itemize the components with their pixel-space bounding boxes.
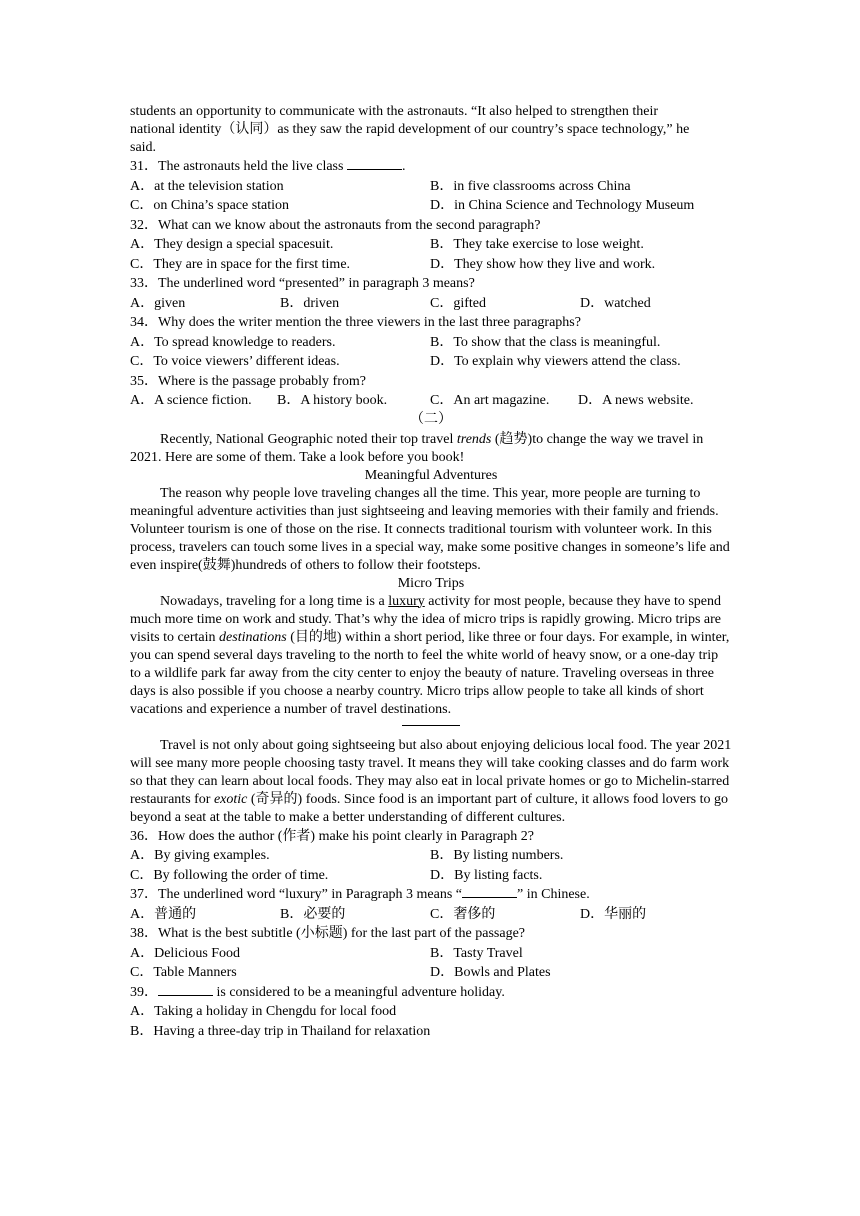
options-row xyxy=(130,177,732,197)
options-row xyxy=(130,391,732,411)
option-a: A．at the television station xyxy=(130,178,284,194)
subtitle-micro-trips: Micro Trips xyxy=(397,575,465,591)
text-line: national identity（认同）as they saw the rapid development of our country’s space technology,” he xyxy=(130,122,690,137)
options-row xyxy=(130,944,732,964)
option-d: D．A news website. xyxy=(578,393,694,408)
option-a: A．given xyxy=(130,295,186,311)
option-a: A．By giving examples. xyxy=(130,848,270,863)
question-35: 35．Where is the passage probably from? xyxy=(130,373,366,389)
option-c: C．on China’s space station xyxy=(130,198,290,213)
option-b: B．必要的 xyxy=(280,906,346,922)
option-c: C．An art magazine. xyxy=(430,393,550,408)
option-c: C．To voice viewers’ different ideas. xyxy=(130,354,340,369)
passage-intro: Recently, National Geographic noted their top travel trends (趋势)to change the way we travel in 2021. Here are some of them. Take a look before you book! xyxy=(130,431,704,465)
options-row xyxy=(130,294,732,314)
option-b: B．driven xyxy=(280,295,340,311)
paragraph-meaningful-adventures: The reason why people love traveling changes all the time. This year, more people are turning to meaningful adventure activities than just sightseeing and leaving memories with their family and friends. Volunteer tourism is one of those on the rise. It connects traditional tourism with volunteer work. In this process, travelers can touch some lives in a special way, make some positive changes in someone’s life and even inspire(鼓舞)hundreds of others to follow their footsteps. xyxy=(130,485,730,573)
options-row xyxy=(130,196,732,216)
question-31: 31．The astronauts held the live class . xyxy=(130,159,406,174)
passage-continuation xyxy=(130,103,732,157)
option-d: D．watched xyxy=(580,295,651,311)
paragraph-micro-trips: Nowadays, traveling for a long time is a luxury activity for most people, because they have to spend much more time on work and study. That’s why the idea of micro trips is rapidly growing. Micro trips are visits to certain destinations (目的地) within a short period, like three or four days. For example, in winter, you can spend several days traveling to the north to feel the white world of heavy snow, or a one-day trip to a wildlife park far away from the city center to enjoy the beauty of nature. Traveling overseas in three days is also possible if you choose a nearby country. Micro trips allow people to take all kinds of short vacations and experience a number of travel destinations. xyxy=(130,593,730,717)
options-row xyxy=(130,905,732,925)
answer-blank xyxy=(462,885,517,898)
option-c: C．奢侈的 xyxy=(430,906,496,922)
option-d: D．To explain why viewers attend the class. xyxy=(430,354,681,369)
option-c: C．Table Manners xyxy=(130,965,237,980)
option-b: B．They take exercise to lose weight. xyxy=(430,237,644,252)
option-d: D．Bowls and Plates xyxy=(430,965,551,980)
option-b: B．Having a three-day trip in Thailand for relaxation xyxy=(130,1023,431,1039)
option-b: B．To show that the class is meaningful. xyxy=(430,334,661,350)
question-36: 36．How does the author (作者) make his point clearly in Paragraph 2? xyxy=(130,828,534,844)
question-32: 32．What can we know about the astronauts from the second paragraph? xyxy=(130,217,541,233)
options-row xyxy=(130,963,732,983)
exam-page xyxy=(130,103,732,1041)
options-row xyxy=(130,333,732,353)
option-b: B．in five classrooms across China xyxy=(430,178,631,194)
option-b: B．By listing numbers. xyxy=(430,848,564,863)
subtitle-meaningful-adventures: Meaningful Adventures xyxy=(364,467,498,483)
options-row xyxy=(130,235,732,255)
option-b: B．Tasty Travel xyxy=(430,945,523,961)
options-row xyxy=(130,255,732,275)
question-33: 33．The underlined word “presented” in paragraph 3 means? xyxy=(130,276,475,291)
options-row xyxy=(130,352,732,372)
underlined-word-luxury: luxury xyxy=(388,593,425,609)
option-a: A．A science fiction. xyxy=(130,393,252,408)
option-d: D．By listing facts. xyxy=(430,867,543,883)
option-a: A．They design a special spacesuit. xyxy=(130,237,334,252)
options-row xyxy=(130,846,732,866)
subtitle-blank xyxy=(130,719,732,737)
option-a: A．Delicious Food xyxy=(130,945,241,961)
option-a: A．普通的 xyxy=(130,906,197,922)
options-row xyxy=(130,866,732,886)
option-b: B．A history book. xyxy=(277,393,388,408)
question-37: 37．The underlined word “luxury” in Paragraph 3 means “ ” in Chinese. xyxy=(130,887,590,902)
option-c: C．They are in space for the first time. xyxy=(130,256,351,272)
option-d: D．华丽的 xyxy=(580,906,647,922)
section-label: （二） xyxy=(410,411,452,427)
question-34: 34．Why does the writer mention the three viewers in the last three paragraphs? xyxy=(130,315,581,330)
option-d: D．They show how they live and work. xyxy=(430,256,656,272)
option-c: C．By following the order of time. xyxy=(130,867,329,883)
answer-blank xyxy=(158,983,213,996)
question-38: 38．What is the best subtitle (小标题) for the last part of the passage? xyxy=(130,926,526,941)
text-line: said. xyxy=(130,140,157,155)
question-39: 39． is considered to be a meaningful adventure holiday. xyxy=(130,984,505,1000)
option-c: C．gifted xyxy=(430,295,486,311)
option-a: A．To spread knowledge to readers. xyxy=(130,334,336,350)
option-a: A．Taking a holiday in Chengdu for local food xyxy=(130,1004,397,1019)
answer-blank xyxy=(347,157,402,170)
option-d: D．in China Science and Technology Museum xyxy=(430,198,695,213)
text-line: students an opportunity to communicate with the astronauts. “It also helped to strengthen their xyxy=(130,104,658,119)
paragraph-tasty-travel: Travel is not only about going sightseeing but also about enjoying delicious local food. The year 2021 will see many more people choosing tasty travel. It means they will take cooking classes and do farm work so that they can learn about local foods. They may also eat in local private homes or go to Michelin-starred restaurants for exotic (奇异的) foods. Since food is an important part of culture, it allows food lovers to go beyond a seat at the table to make a better understanding of different cultures. xyxy=(130,737,732,825)
